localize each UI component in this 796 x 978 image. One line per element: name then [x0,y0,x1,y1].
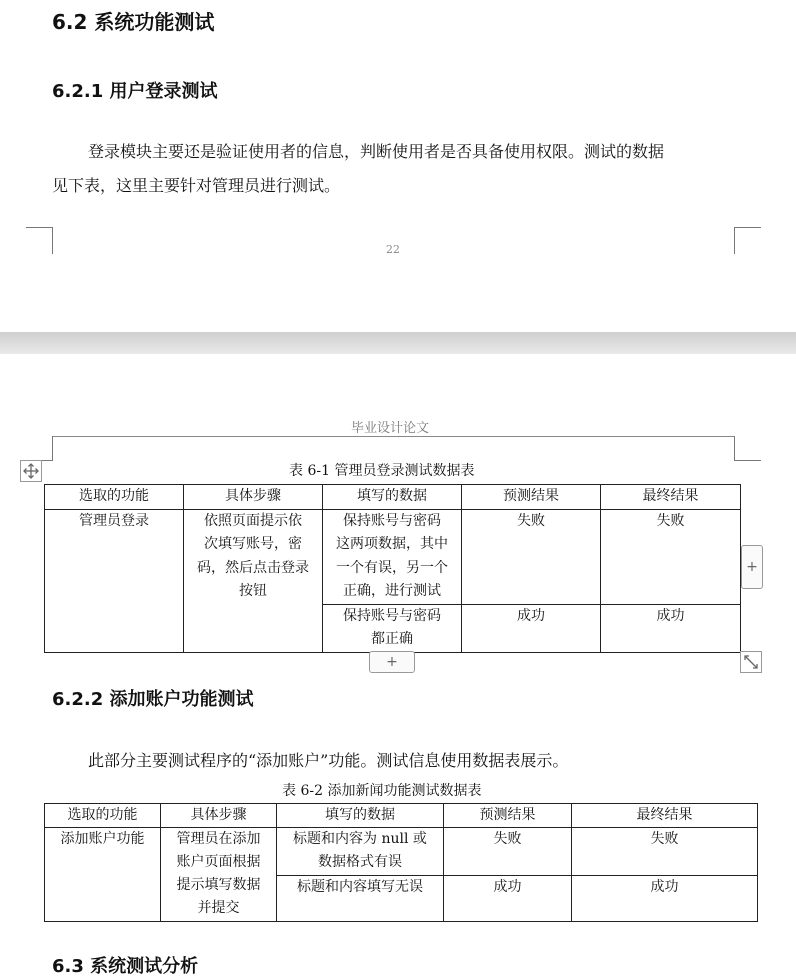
data-cell [277,828,444,876]
cell-line: 账户页面根据 [176,854,261,870]
cell-line: 这两项数据，其中 [336,536,448,552]
table-header-cell: 预测结果 [444,804,572,828]
table-header-cell: 填写的数据 [277,804,444,828]
table-header-cell: 最终结果 [601,485,741,510]
expected-cell: 成功 [462,604,601,652]
add-column-button[interactable]: + [741,545,763,589]
steps-cell [161,828,277,922]
header-rule [52,436,734,437]
steps-cell [184,509,323,652]
margin-corner-mark [734,436,761,461]
subsection-heading-add-account: 6.2.2 添加账户功能测试 [52,689,254,710]
cell-line: 一个有误，另一个 [336,559,448,576]
page-number: 22 [386,243,400,256]
table-caption: 表 6-1 管理员登录测试数据表 [289,463,475,479]
paragraph-line: 登录模块主要还是验证使用者的信息，判断使用者是否具备使用权限。测试的数据 [88,142,665,161]
expected-cell: 失败 [444,828,572,876]
function-cell: 管理员登录 [45,509,184,652]
actual-cell: 失败 [572,828,758,876]
cell-line: 保持账号与密码 [343,512,441,529]
cell-line: 管理员在添加 [176,831,261,847]
table-row [45,828,758,876]
add-row-button[interactable]: + [369,651,415,673]
table-header-cell: 具体步骤 [161,804,277,828]
subsection-heading-login: 6.2.1 用户登录测试 [52,81,218,102]
table-header-cell: 选取的功能 [45,804,161,828]
function-cell: 添加账户功能 [45,828,161,922]
actual-cell: 失败 [601,509,741,604]
table-header-cell: 填写的数据 [323,485,462,510]
table-header-cell: 选取的功能 [45,485,184,510]
add-account-test-table [44,803,758,922]
cell-line: 保持账号与密码 [343,607,441,624]
paragraph-line: 此部分主要测试程序的“添加账户”功能。测试信息使用数据表展示。 [88,751,569,770]
data-cell [323,604,462,652]
cell-line: 按钮 [239,583,267,599]
table-row [45,509,741,604]
cell-line: 依照页面提示依 [204,512,302,529]
table-caption: 表 6-2 添加新闻功能测试数据表 [282,783,482,799]
cell-line: 码，然后点击登录 [197,559,309,576]
resize-arrows-icon [741,652,761,672]
cell-line: 标题和内容为 null 或 [293,831,427,847]
cell-line: 标题和内容填写无误 [297,879,423,895]
running-header: 毕业设计论文 [351,421,430,436]
margin-corner-mark [26,436,53,461]
margin-corner-mark [26,227,53,254]
actual-cell: 成功 [601,604,741,652]
cell-line: 并提交 [197,900,240,916]
page-break-gap [0,332,796,354]
margin-corner-mark [734,227,761,254]
table-header-cell: 具体步骤 [184,485,323,510]
table-resize-handle[interactable] [740,651,762,673]
paragraph-line: 见下表，这里主要针对管理员进行测试。 [52,176,341,195]
cell-line: 次填写账号，密 [204,536,302,552]
admin-login-test-table [44,484,741,653]
table-move-handle[interactable] [20,460,42,482]
cell-line: 正确，进行测试 [343,583,441,599]
expected-cell: 成功 [444,876,572,922]
cell-line: 都正确 [371,631,413,647]
actual-cell: 成功 [572,876,758,922]
section-heading: 6.2 系统功能测试 [52,10,215,34]
table-header-row [45,485,741,510]
table-header-row [45,804,758,828]
data-cell [277,876,444,922]
table-header-cell: 最终结果 [572,804,758,828]
cell-line: 提示填写数据 [176,877,261,893]
next-section-heading: 6.3 系统测试分析 [52,956,199,977]
data-cell [323,509,462,604]
move-arrows-icon [21,461,41,481]
expected-cell: 失败 [462,509,601,604]
cell-line: 数据格式有误 [318,854,402,870]
table-header-cell: 预测结果 [462,485,601,510]
